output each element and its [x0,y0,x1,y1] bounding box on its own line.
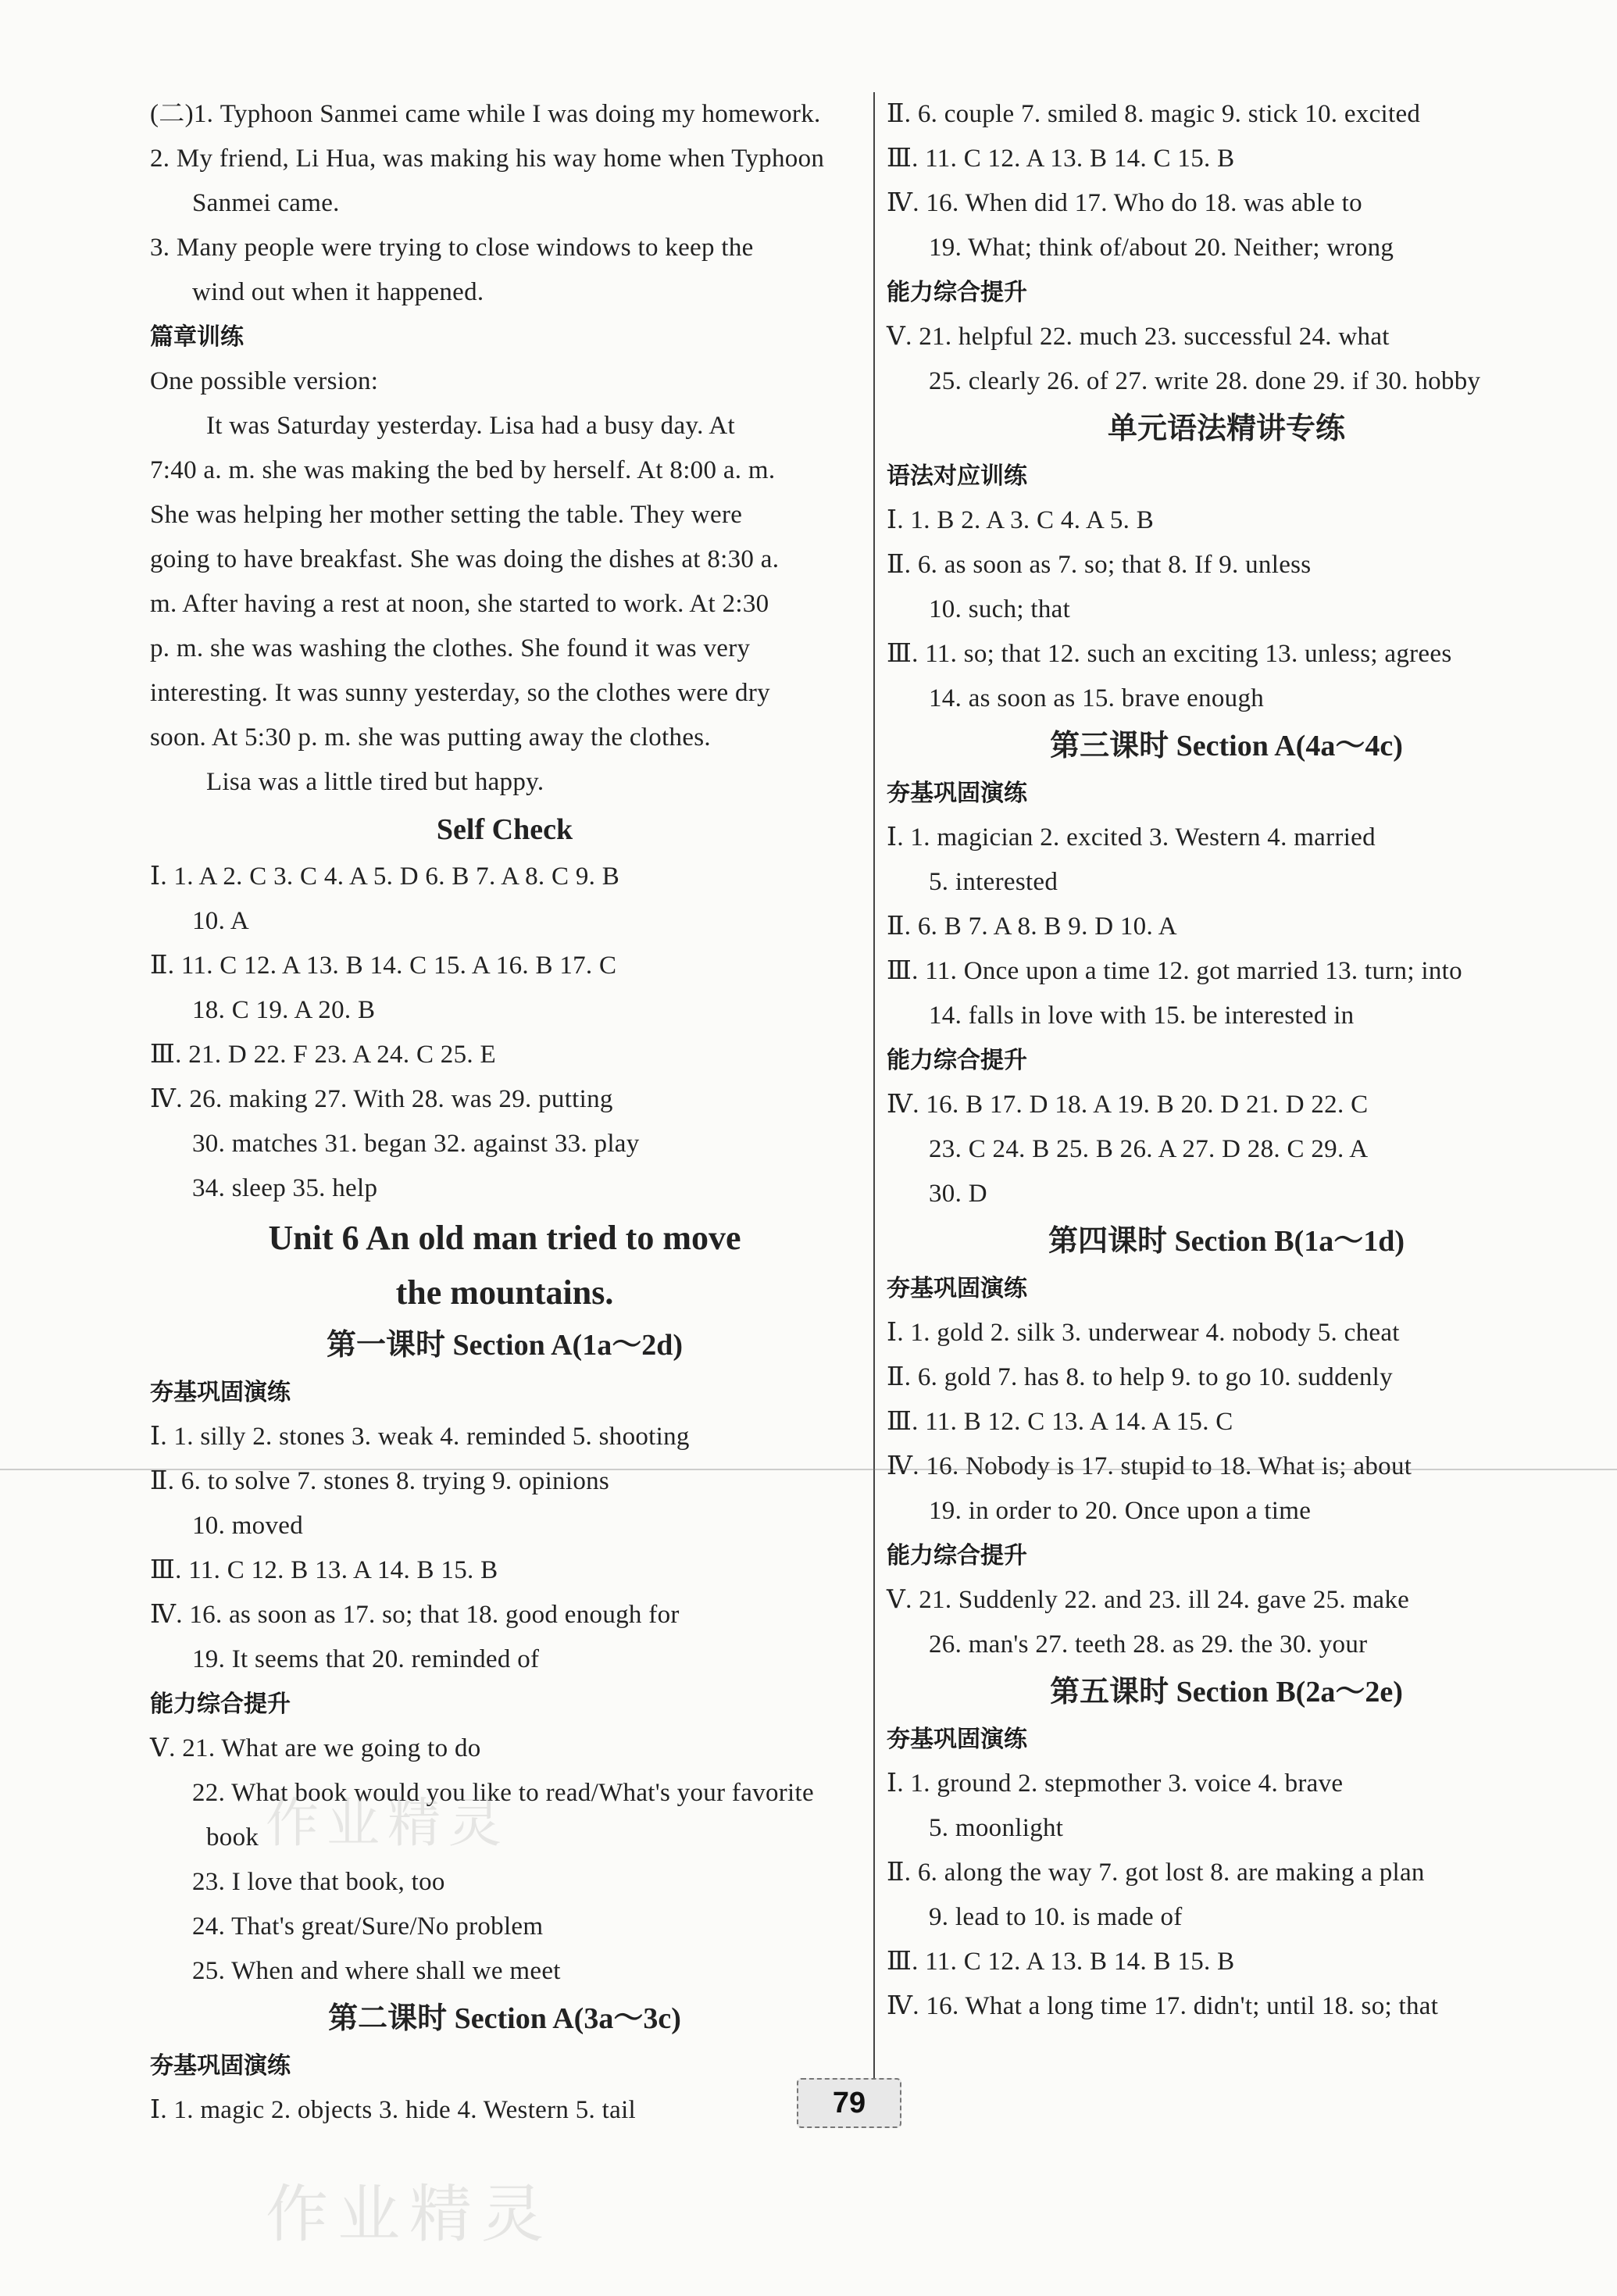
answer-line: Ⅳ. 16. When did 17. Who do 18. was able to [887,189,1362,217]
answer-line: 19. What; think of/about 20. Neither; wrong [929,234,1394,262]
answer-line: 19. in order to 20. Once upon a time [929,1497,1312,1525]
column-divider [873,92,875,2116]
answer-line: Ⅰ. 1. gold 2. silk 3. underwear 4. nobody 5. cheat [887,1319,1400,1347]
answer-line: Ⅱ. 6. to solve 7. stones 8. trying 9. opinions [150,1467,610,1495]
answer-line: 30. D [929,1180,987,1208]
answer-line: Ⅲ. 11. C 12. A 13. B 14. B 15. B [887,1948,1235,1976]
section-heading: Self Check [436,813,573,846]
section-subheading: 夯基巩固演练 [150,1379,291,1406]
section-subheading: 夯基巩固演练 [887,1726,1027,1753]
page-number: 79 [797,2078,901,2128]
answer-line: Ⅱ. 6. couple 7. smiled 8. magic 9. stick 10. excited [887,100,1421,128]
fold-line [0,1469,1617,1470]
answer-line: Ⅲ. 11. C 12. A 13. B 14. C 15. B [887,145,1235,173]
answer-line: wind out when it happened. [192,278,484,306]
section-subheading: 夯基巩固演练 [887,1275,1027,1302]
answer-line: Ⅱ. 11. C 12. A 13. B 14. C 15. A 16. B 17. C [150,952,617,980]
section-heading: 第五课时 Section B(2a～2e) [1050,1676,1403,1709]
answer-line: 5. moonlight [929,1814,1064,1842]
answer-line: Ⅲ. 11. C 12. B 13. A 14. B 15. B [150,1556,498,1584]
answer-line: Ⅲ. 11. Once upon a time 12. got married 13. turn; into [887,957,1462,985]
answer-line: 10. such; that [929,595,1071,623]
answer-line: 5. interested [929,868,1058,896]
answer-line: book [206,1823,259,1851]
section-heading: 单元语法精讲专练 [1107,412,1345,445]
answer-line: 19. It seems that 20. reminded of [192,1645,540,1673]
answer-line: 23. C 24. B 25. B 26. A 27. D 28. C 29. A [929,1135,1369,1163]
answer-line: 2. My friend, Li Hua, was making his way home when Typhoon [150,145,825,173]
section-subheading: 夯基巩固演练 [887,780,1027,807]
answer-line: Ⅰ. 1. magician 2. excited 3. Western 4. married [887,823,1376,852]
answer-line: Lisa was a little tired but happy. [206,768,544,796]
answer-line: Ⅴ. 21. helpful 22. much 23. successful 24. what [887,323,1390,351]
answer-line: Ⅰ. 1. B 2. A 3. C 4. A 5. B [887,506,1155,534]
answer-line: Ⅳ. 16. as soon as 17. so; that 18. good enough for [150,1601,680,1629]
right-column [887,92,1566,2029]
unit-title: the mountains. [395,1273,614,1312]
answer-line: 34. sleep 35. help [192,1174,378,1202]
section-heading: 第三课时 Section A(4a～4c) [1050,730,1403,762]
unit-title: Unit 6 An old man tried to move [268,1219,741,1257]
answer-line: Ⅴ. 21. What are we going to do [150,1734,481,1762]
answer-line: Ⅳ. 16. What a long time 17. didn't; until 18. so; that [887,1992,1439,2020]
answer-line: Ⅲ. 21. D 22. F 23. A 24. C 25. E [150,1041,496,1069]
answer-line: Ⅲ. 11. B 12. C 13. A 14. A 15. C [887,1408,1233,1436]
answer-line: 22. What book would you like to read/What's your favorite [192,1779,814,1807]
answer-line: Ⅳ. 16. B 17. D 18. A 19. B 20. D 21. D 22. C [887,1091,1369,1119]
answer-line: Ⅱ. 6. as soon as 7. so; that 8. If 9. unless [887,551,1312,579]
watermark-lower: 作业精灵 [266,2178,553,2251]
answer-line: 26. man's 27. teeth 28. as 29. the 30. your [929,1630,1368,1659]
answer-line: 3. Many people were trying to close windows to keep the [150,234,754,262]
answer-line: soon. At 5:30 p. m. she was putting away the clothes. [150,723,711,752]
answer-line: Ⅱ. 6. gold 7. has 8. to help 9. to go 10. suddenly [887,1363,1393,1391]
answer-line: m. After having a rest at noon, she started to work. At 2:30 [150,590,769,618]
answer-line: (二)1. Typhoon Sanmei came while I was doing my homework. [150,100,821,128]
answer-line: She was helping her mother setting the table. They were [150,501,743,529]
section-subheading: 篇章训练 [150,323,244,351]
section-subheading: 能力综合提升 [887,1542,1027,1569]
section-subheading: 夯基巩固演练 [150,2052,291,2080]
answer-line: 14. falls in love with 15. be interested in [929,1002,1355,1030]
answer-line: Ⅰ. 1. silly 2. stones 3. weak 4. reminded 5. shooting [150,1423,690,1451]
answer-line: Sanmei came. [192,189,340,217]
answer-line: Ⅰ. 1. ground 2. stepmother 3. voice 4. brave [887,1769,1344,1798]
answer-line: Ⅱ. 6. B 7. A 8. B 9. D 10. A [887,912,1177,941]
answer-line: 24. That's great/Sure/No problem [192,1912,544,1941]
answer-line: Ⅱ. 6. along the way 7. got lost 8. are making a plan [887,1859,1425,1887]
answer-line: interesting. It was sunny yesterday, so the clothes were dry [150,679,770,707]
answer-line: Ⅰ. 1. A 2. C 3. C 4. A 5. D 6. B 7. A 8. C 9. B [150,862,620,891]
answer-line: It was Saturday yesterday. Lisa had a busy day. At [206,412,735,440]
answer-line: 30. matches 31. began 32. against 33. play [192,1130,640,1158]
section-subheading: 能力综合提升 [887,1047,1027,1074]
answer-line: Ⅰ. 1. magic 2. objects 3. hide 4. Western 5. tail [150,2096,637,2124]
answer-line: 10. moved [192,1512,304,1540]
answer-line: Ⅳ. 26. making 27. With 28. was 29. putting [150,1085,613,1113]
section-heading: 第二课时 Section A(3a～3c) [328,2002,681,2035]
answer-line: 10. A [192,907,250,935]
section-subheading: 语法对应训练 [887,462,1027,490]
answer-line: 18. C 19. A 20. B [192,996,376,1024]
section-heading: 第四课时 Section B(1a～1d) [1048,1225,1405,1258]
answer-line: 25. When and where shall we meet [192,1957,561,1985]
section-subheading: 能力综合提升 [150,1691,291,1718]
answer-line: 9. lead to 10. is made of [929,1903,1183,1931]
answer-line: 14. as soon as 15. brave enough [929,684,1265,712]
section-subheading: 能力综合提升 [887,279,1027,306]
watermark-upper: 作业精灵 [266,1793,510,1855]
answer-line: going to have breakfast. She was doing the dishes at 8:30 a. [150,545,780,573]
answer-line: Ⅴ. 21. Suddenly 22. and 23. ill 24. gave 25. make [887,1586,1410,1614]
section-heading: 第一课时 Section A(1a～2d) [326,1329,683,1362]
answer-line: One possible version: [150,367,379,395]
answer-line: p. m. she was washing the clothes. She found it was very [150,634,751,662]
answer-line: 7:40 a. m. she was making the bed by herself. At 8:00 a. m. [150,456,776,484]
answer-line: 23. I love that book, too [192,1868,445,1896]
answer-line: Ⅳ. 16. Nobody is 17. stupid to 18. What is; about [887,1452,1412,1480]
answer-line: Ⅲ. 11. so; that 12. such an exciting 13. unless; agrees [887,640,1452,668]
answer-line: 25. clearly 26. of 27. write 28. done 29. if 30. hobby [929,367,1481,395]
